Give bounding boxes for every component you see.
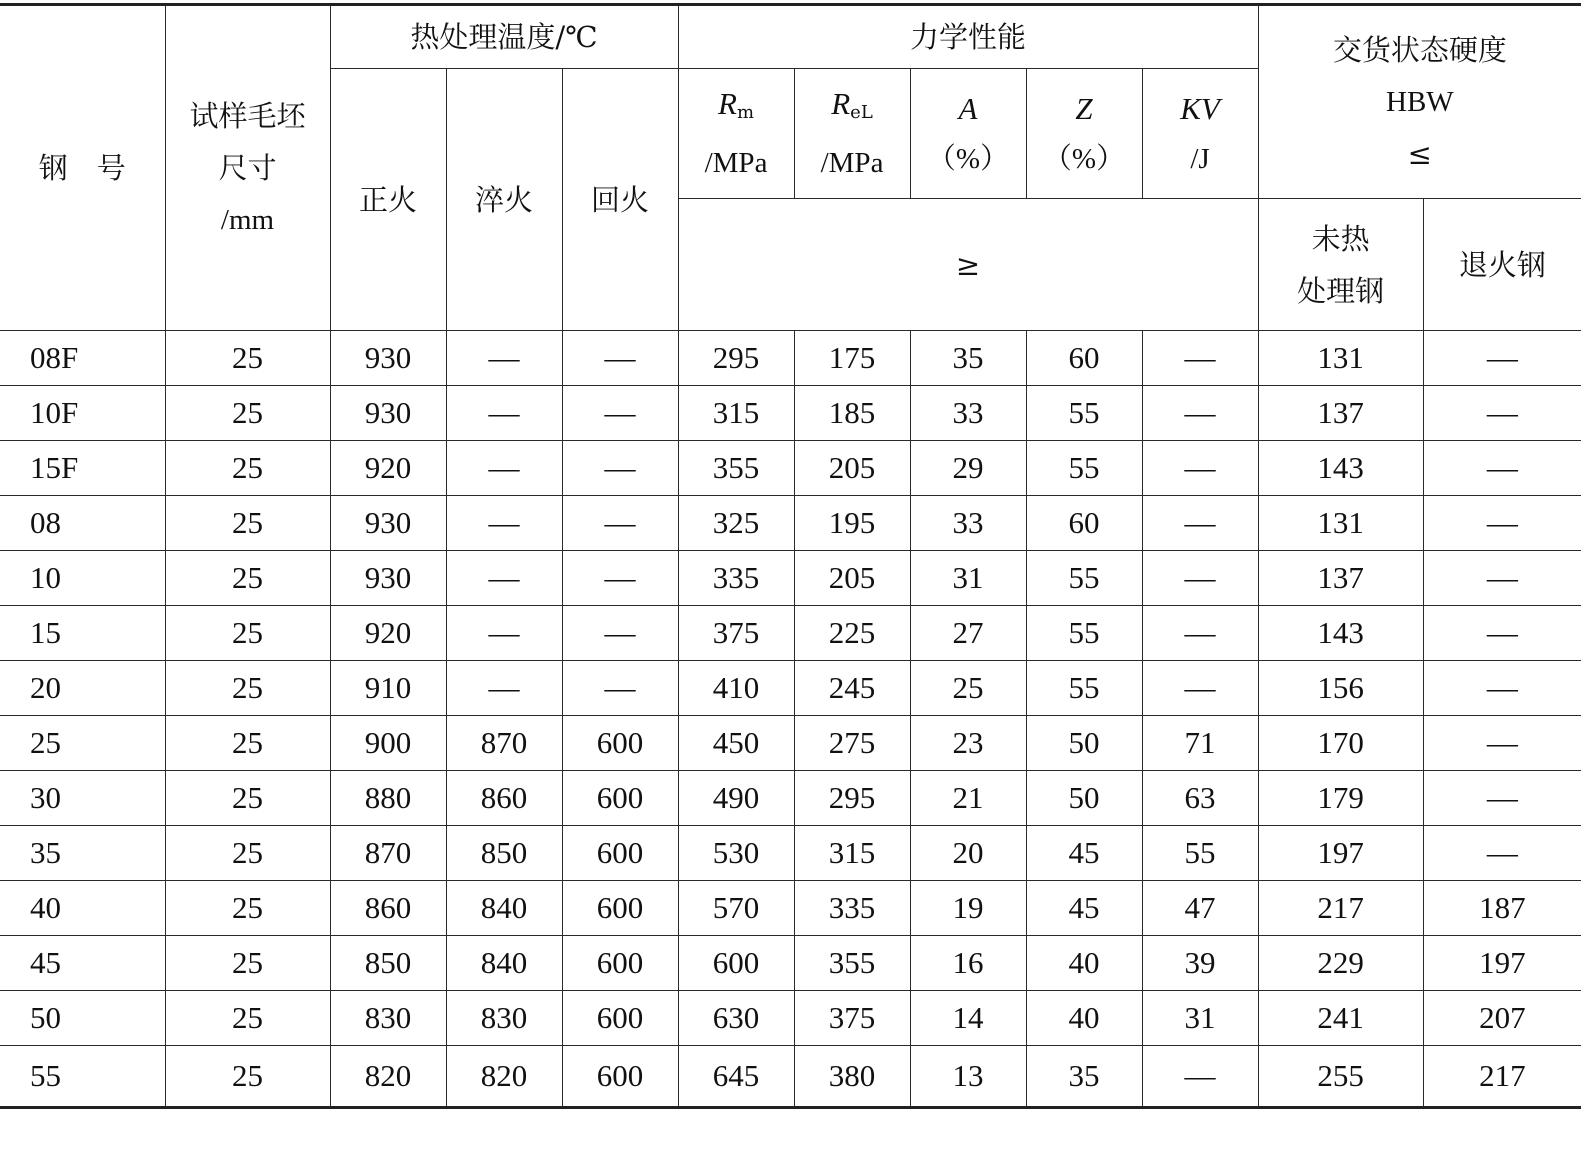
cell-rel: 245 [794,661,910,716]
cell-blank-size: 25 [165,551,330,606]
cell-reduction: 60 [1026,496,1142,551]
cell-impact: — [1142,441,1258,496]
cell-impact: — [1142,551,1258,606]
cell-hardness-annealed: 187 [1423,881,1581,936]
cell-quenching: 870 [446,716,562,771]
cell-quenching: 840 [446,936,562,991]
cell-hardness-annealed: — [1423,551,1581,606]
header-quenching: 淬火 [446,69,562,331]
cell-rm: 295 [678,331,794,386]
cell-quenching: 850 [446,826,562,881]
cell-rm: 490 [678,771,794,826]
cell-grade: 08 [0,496,165,551]
cell-normalizing: 930 [330,331,446,386]
cell-blank-size: 25 [165,441,330,496]
cell-hardness-untreated: 170 [1258,716,1423,771]
cell-impact: — [1142,496,1258,551]
cell-normalizing: 850 [330,936,446,991]
cell-tempering: — [562,551,678,606]
cell-blank-size: 25 [165,826,330,881]
table-row [0,771,1581,826]
cell-rel: 205 [794,441,910,496]
cell-hardness-untreated: 217 [1258,881,1423,936]
cell-grade: 30 [0,771,165,826]
cell-blank-size: 25 [165,716,330,771]
table-body [0,331,1581,1108]
cell-hardness-untreated: 137 [1258,386,1423,441]
cell-normalizing: 920 [330,441,446,496]
cell-rm: 375 [678,606,794,661]
cell-quenching: — [446,606,562,661]
cell-tempering: 600 [562,881,678,936]
cell-hardness-untreated: 197 [1258,826,1423,881]
cell-tempering: 600 [562,991,678,1046]
header-mechanical: 力学性能 [678,5,1258,69]
header-blank-size: 试样毛坯 尺寸 /mm [165,5,330,331]
table-row [0,386,1581,441]
cell-rm: 600 [678,936,794,991]
cell-tempering: 600 [562,1046,678,1108]
cell-tempering: — [562,331,678,386]
cell-blank-size: 25 [165,881,330,936]
header-heat-treatment: 热处理温度/℃ [330,5,678,69]
cell-grade: 50 [0,991,165,1046]
cell-elongation: 33 [910,386,1026,441]
cell-hardness-untreated: 229 [1258,936,1423,991]
cell-tempering: — [562,606,678,661]
cell-grade: 35 [0,826,165,881]
cell-blank-size: 25 [165,496,330,551]
cell-reduction: 55 [1026,606,1142,661]
cell-elongation: 29 [910,441,1026,496]
header-reduction: Z （%） [1026,69,1142,199]
cell-tempering: 600 [562,936,678,991]
cell-quenching: — [446,496,562,551]
cell-quenching: 840 [446,881,562,936]
cell-hardness-untreated: 255 [1258,1046,1423,1108]
cell-quenching: 860 [446,771,562,826]
cell-tempering: 600 [562,826,678,881]
cell-impact: — [1142,606,1258,661]
cell-impact: 39 [1142,936,1258,991]
cell-hardness-untreated: 143 [1258,441,1423,496]
cell-elongation: 31 [910,551,1026,606]
cell-normalizing: 930 [330,551,446,606]
cell-rm: 355 [678,441,794,496]
cell-impact: — [1142,661,1258,716]
cell-quenching: — [446,551,562,606]
cell-hardness-annealed: — [1423,441,1581,496]
cell-hardness-annealed: 217 [1423,1046,1581,1108]
cell-elongation: 20 [910,826,1026,881]
cell-rel: 375 [794,991,910,1046]
cell-rm: 315 [678,386,794,441]
table-row [0,936,1581,991]
cell-rel: 175 [794,331,910,386]
cell-hardness-untreated: 137 [1258,551,1423,606]
cell-blank-size: 25 [165,606,330,661]
cell-rm: 630 [678,991,794,1046]
cell-hardness-annealed: 207 [1423,991,1581,1046]
cell-reduction: 60 [1026,331,1142,386]
cell-normalizing: 870 [330,826,446,881]
cell-tempering: 600 [562,716,678,771]
table-row [0,716,1581,771]
cell-quenching: — [446,331,562,386]
cell-blank-size: 25 [165,331,330,386]
cell-elongation: 16 [910,936,1026,991]
cell-elongation: 27 [910,606,1026,661]
cell-reduction: 45 [1026,881,1142,936]
cell-hardness-untreated: 156 [1258,661,1423,716]
cell-elongation: 21 [910,771,1026,826]
cell-grade: 10 [0,551,165,606]
cell-impact: 31 [1142,991,1258,1046]
cell-reduction: 40 [1026,991,1142,1046]
cell-impact: 55 [1142,826,1258,881]
cell-rm: 570 [678,881,794,936]
cell-rm: 325 [678,496,794,551]
header-impact: KV /J [1142,69,1258,199]
cell-normalizing: 830 [330,991,446,1046]
table-row [0,826,1581,881]
header-rel: $R_{eL}$ /MPa [794,69,910,199]
cell-quenching: — [446,386,562,441]
cell-rel: 380 [794,1046,910,1108]
cell-impact: — [1142,386,1258,441]
cell-tempering: — [562,496,678,551]
cell-elongation: 19 [910,881,1026,936]
cell-hardness-annealed: 197 [1423,936,1581,991]
header-tempering: 回火 [562,69,678,331]
cell-normalizing: 910 [330,661,446,716]
cell-reduction: 55 [1026,661,1142,716]
cell-normalizing: 930 [330,386,446,441]
header-rm: $R_m$ /MPa [678,69,794,199]
table-row [0,1046,1581,1108]
cell-hardness-annealed: — [1423,606,1581,661]
cell-grade: 45 [0,936,165,991]
header-hardness: 交货状态硬度 HBW ≤ [1258,5,1581,199]
cell-hardness-untreated: 131 [1258,496,1423,551]
header-untreated: 未热 处理钢 [1258,199,1423,331]
cell-reduction: 50 [1026,771,1142,826]
table-row [0,551,1581,606]
cell-hardness-untreated: 143 [1258,606,1423,661]
table-row [0,881,1581,936]
cell-hardness-annealed: — [1423,716,1581,771]
cell-tempering: — [562,441,678,496]
cell-hardness-untreated: 241 [1258,991,1423,1046]
cell-hardness-annealed: — [1423,331,1581,386]
cell-rel: 195 [794,496,910,551]
cell-rel: 355 [794,936,910,991]
cell-reduction: 35 [1026,1046,1142,1108]
cell-reduction: 50 [1026,716,1142,771]
cell-rel: 205 [794,551,910,606]
cell-tempering: 600 [562,771,678,826]
cell-rel: 315 [794,826,910,881]
cell-hardness-annealed: — [1423,496,1581,551]
cell-elongation: 13 [910,1046,1026,1108]
cell-tempering: — [562,661,678,716]
cell-rm: 530 [678,826,794,881]
cell-blank-size: 25 [165,386,330,441]
steel-properties-table [0,3,1581,1109]
header-normalizing: 正火 [330,69,446,331]
cell-reduction: 55 [1026,441,1142,496]
cell-elongation: 33 [910,496,1026,551]
cell-rel: 295 [794,771,910,826]
cell-elongation: 35 [910,331,1026,386]
cell-tempering: — [562,386,678,441]
table-row [0,606,1581,661]
cell-rm: 410 [678,661,794,716]
table-row [0,991,1581,1046]
cell-grade: 55 [0,1046,165,1108]
header-grade: 钢 号 [0,5,165,331]
cell-normalizing: 920 [330,606,446,661]
cell-blank-size: 25 [165,771,330,826]
cell-normalizing: 880 [330,771,446,826]
cell-elongation: 25 [910,661,1026,716]
cell-reduction: 55 [1026,386,1142,441]
cell-rel: 225 [794,606,910,661]
cell-rel: 335 [794,881,910,936]
cell-normalizing: 900 [330,716,446,771]
cell-normalizing: 820 [330,1046,446,1108]
cell-hardness-annealed: — [1423,771,1581,826]
cell-quenching: — [446,661,562,716]
cell-quenching: — [446,441,562,496]
cell-grade: 20 [0,661,165,716]
cell-hardness-annealed: — [1423,661,1581,716]
cell-reduction: 40 [1026,936,1142,991]
cell-blank-size: 25 [165,1046,330,1108]
cell-impact: — [1142,331,1258,386]
table-header [0,5,1581,331]
header-annealed: 退火钢 [1423,199,1581,331]
cell-reduction: 55 [1026,551,1142,606]
cell-blank-size: 25 [165,661,330,716]
table-row [0,661,1581,716]
table-row [0,331,1581,386]
cell-grade: 15 [0,606,165,661]
cell-impact: 47 [1142,881,1258,936]
cell-quenching: 820 [446,1046,562,1108]
cell-grade: 08F [0,331,165,386]
cell-normalizing: 860 [330,881,446,936]
cell-grade: 25 [0,716,165,771]
cell-blank-size: 25 [165,936,330,991]
cell-hardness-annealed: — [1423,826,1581,881]
cell-grade: 15F [0,441,165,496]
table-row [0,441,1581,496]
cell-impact: 71 [1142,716,1258,771]
cell-impact: 63 [1142,771,1258,826]
cell-hardness-untreated: 131 [1258,331,1423,386]
cell-quenching: 830 [446,991,562,1046]
cell-grade: 10F [0,386,165,441]
cell-elongation: 23 [910,716,1026,771]
cell-rm: 450 [678,716,794,771]
cell-hardness-annealed: — [1423,386,1581,441]
table-row [0,496,1581,551]
header-min-note: ≥ [678,199,1258,331]
cell-rm: 335 [678,551,794,606]
cell-rel: 275 [794,716,910,771]
cell-reduction: 45 [1026,826,1142,881]
cell-rm: 645 [678,1046,794,1108]
header-elongation: A （%） [910,69,1026,199]
cell-normalizing: 930 [330,496,446,551]
cell-grade: 40 [0,881,165,936]
cell-blank-size: 25 [165,991,330,1046]
cell-hardness-untreated: 179 [1258,771,1423,826]
cell-elongation: 14 [910,991,1026,1046]
cell-impact: — [1142,1046,1258,1108]
cell-rel: 185 [794,386,910,441]
